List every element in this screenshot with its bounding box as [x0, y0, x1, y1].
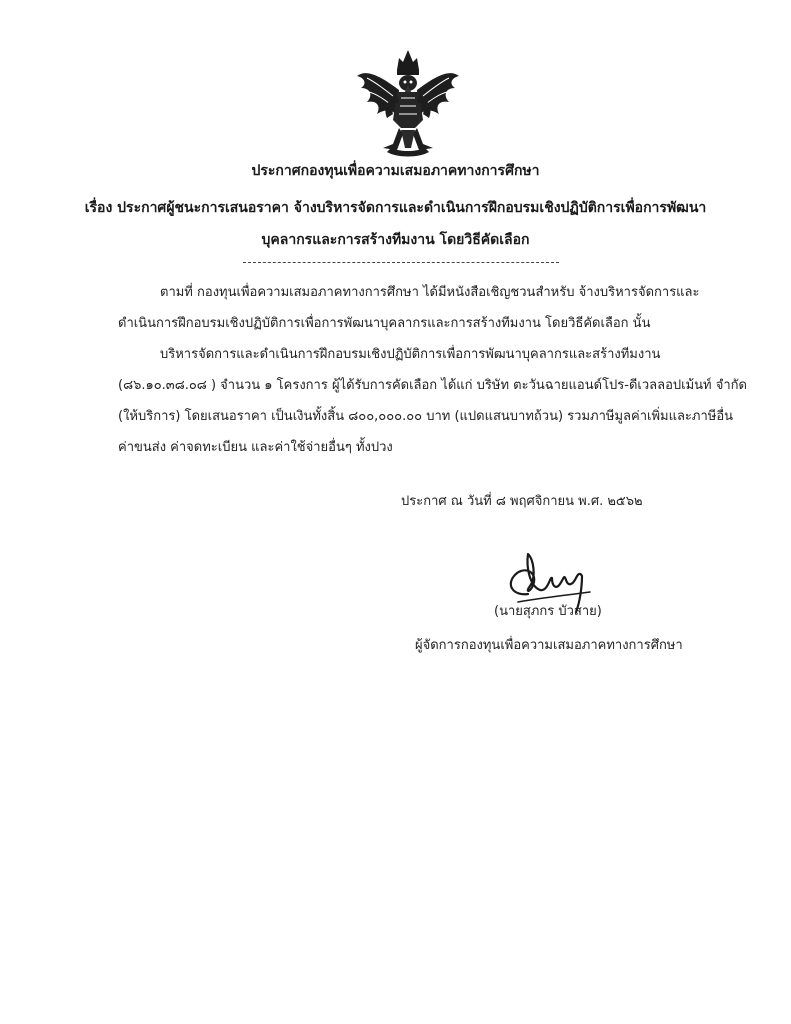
subject-line: เรื่อง ประกาศผู้ชนะการเสนอราคา จ้างบริหารจัดการและดำเนินการฝึกอบรมเชิงปฏิบัติการเพื่อการพัฒนา — [84, 200, 707, 216]
signer-name: (นายสุภกร บัวสาย) — [494, 604, 602, 619]
subject-line-continued: บุคลากรและการสร้างทีมงาน โดยวิธีคัดเลือก — [261, 232, 530, 248]
garuda-emblem-icon — [353, 48, 463, 160]
dashed-divider — [243, 262, 559, 263]
body-paragraph-line: ตามที่ กองทุนเพื่อความเสมอภาคทางการศึกษา ได้มีหนังสือเชิญชวนสำหรับ จ้างบริหารจัดการและ — [160, 285, 700, 300]
agency-title: ประกาศกองทุนเพื่อความเสมอภาคทางการศึกษา — [251, 163, 540, 179]
signer-title: ผู้จัดการกองทุนเพื่อความเสมอภาคทางการศึกษา — [415, 638, 683, 653]
body-paragraph-line: (ให้บริการ) โดยเสนอราคา เป็นเงินทั้งสิ้น ๘๐๐,๐๐๐.๐๐ บาท (แปดแสนบาทถ้วน) รวมภาษีมูลค่าเพิ่มและภาษีอื่น — [118, 409, 734, 424]
announcement-date: ประกาศ ณ วันที่ ๘ พฤศจิกายน พ.ศ. ๒๕๖๒ — [401, 494, 643, 509]
body-paragraph-line: (๘๖.๑๐.๓๘.๐๘ ) จำนวน ๑ โครงการ ผู้ได้รับการคัดเลือก ได้แก่ บริษัท ตะวันฉายแอนด์โปร-ดีเวลลอปเม้นท์ จำกัด — [118, 378, 747, 393]
body-paragraph-line: ดำเนินการฝึกอบรมเชิงปฏิบัติการเพื่อการพัฒนาบุคลากรและการสร้างทีมงาน โดยวิธีคัดเลือก นั้น — [118, 316, 651, 331]
body-paragraph-line: บริหารจัดการและดำเนินการฝึกอบรมเชิงปฏิบัติการเพื่อการพัฒนาบุคลากรและสร้างทีมงาน — [160, 347, 661, 362]
body-paragraph-line: ค่าขนส่ง ค่าจดทะเบียน และค่าใช้จ่ายอื่นๆ ทั้งปวง — [118, 440, 393, 455]
